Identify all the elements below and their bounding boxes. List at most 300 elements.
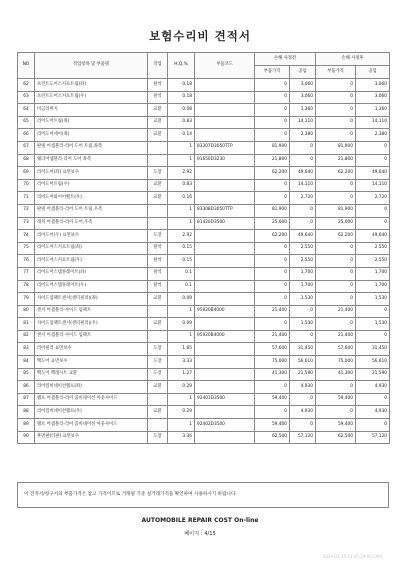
notice-box [17,482,389,508]
header-parts-price-after: 부품가격 [316,66,356,79]
row-task: 도장 [148,368,168,381]
row-parts-price-after: 59,400 [316,393,356,406]
row-labor-after: 1,360 [356,104,390,117]
row-labor-after: 49,640 [356,230,390,243]
table-row [18,79,390,92]
row-labor-after: 49,640 [356,167,390,180]
row-item-name: 백도어 표면보수 [35,356,148,369]
row-no: 90 [18,431,35,444]
row-item-name: 리어도어스커프트림(좌) [35,242,148,255]
row-parts-price-before: 0 [255,242,290,255]
row-labor-before: 21,590 [290,368,316,381]
header-hqty: H,Q,% [168,53,195,79]
row-labor-after: 0 [356,154,390,167]
row-labor-before: 0 [290,204,316,217]
table-row [18,393,390,406]
row-labor-after: 2,550 [356,255,390,268]
row-no: 66 [18,129,35,142]
row-part-code [195,318,255,331]
row-no: 73 [18,217,35,230]
row-no: 89 [18,419,35,432]
row-task [148,141,168,154]
row-item-name: 프런트도어스커프트림(좌) [35,79,148,92]
row-labor-before: 49,640 [290,230,316,243]
row-parts-price-after: 0 [316,406,356,419]
row-task: 교환 [148,116,168,129]
row-no: 63 [18,91,35,104]
row-no: 84 [18,356,35,369]
table-row [18,381,390,394]
row-parts-price-before: 81,900 [255,141,290,154]
row-parts-price-after: 0 [316,79,356,92]
row-parts-price-after: 62,200 [316,167,356,180]
row-labor-before: 57,120 [290,431,316,444]
row-labor-before: 14,110 [290,116,316,129]
row-parts-price-before: 62,500 [255,431,290,444]
row-no: 70 [18,179,35,192]
table-row [18,280,390,293]
row-item-name: 리어도어트림(좌) [35,116,148,129]
row-item-name: 사이드임팩트센서(센터필러)(우) [35,318,148,331]
row-parts-price-after: 59,400 [316,419,356,432]
row-part-code [195,104,255,117]
row-labor-after: 1,530 [356,318,390,331]
row-item-name: 리어도어트림(우) [35,179,148,192]
row-hqty: 1 [168,419,195,432]
row-item-name: 프런트도어스커프트림(우) [35,91,148,104]
row-labor-after: 2,720 [356,192,390,205]
row-hqty: 1 [168,154,195,167]
row-parts-price-after: 0 [316,381,356,394]
row-no: 87 [18,393,35,406]
row-hqty: 0.1 [168,267,195,280]
row-task [148,305,168,318]
row-item-name: 리어도어와이어벨트(우) [35,192,148,205]
row-hqty: 1 [168,305,195,318]
table-row [18,267,390,280]
row-item-name: 웨더어셈블리-리어 도어 좌측 [35,154,148,167]
row-item-name: 램프 어셈블리-리어 콤비네이션 아웃사이드 [35,393,148,406]
row-labor-after: 3,060 [356,91,390,104]
estimate-table [17,52,390,444]
row-parts-price-before: 62,200 [255,167,290,180]
row-labor-before: 1,360 [290,104,316,117]
table-row [18,431,390,444]
row-part-code [195,293,255,306]
row-parts-price-before: 21,800 [255,154,290,167]
row-hqty: 0.18 [168,79,195,92]
row-parts-price-after: 21,400 [316,305,356,318]
row-parts-price-before: 0 [255,293,290,306]
row-labor-before: 1,530 [290,318,316,331]
row-parts-price-after: 0 [316,318,356,331]
row-parts-price-after: 0 [316,280,356,293]
header-after-assessment: 손해 사정후 [316,53,390,66]
row-part-code [195,431,255,444]
row-labor-after: 31,450 [356,343,390,356]
row-task: 교환 [148,192,168,205]
row-no: 88 [18,406,35,419]
row-hqty: 0.16 [168,192,195,205]
row-labor-before: 1,700 [290,267,316,280]
row-parts-price-after: 0 [316,116,356,129]
row-labor-before: 0 [290,393,316,406]
table-row [18,330,390,343]
row-hqty: 0.29 [168,406,195,419]
footer-brand: AUTOMOBILE REPAIR COST On-line [141,517,259,524]
row-labor-after: 0 [356,141,390,154]
row-hqty: 1 [168,141,195,154]
row-parts-price-before: 25,000 [255,217,290,230]
row-task: 탈착 [148,242,168,255]
row-part-code [195,116,255,129]
table-row [18,179,390,192]
row-hqty: 0.83 [168,179,195,192]
row-part-code [195,406,255,419]
row-part-code [195,280,255,293]
row-labor-after: 1,700 [356,267,390,280]
row-parts-price-before: 59,400 [255,393,290,406]
row-labor-after: 0 [356,305,390,318]
row-parts-price-before: 0 [255,255,290,268]
row-part-code [195,242,255,255]
row-task [148,393,168,406]
header-part-code: 부품코드 [195,53,255,79]
row-no: 68 [18,154,35,167]
row-parts-price-after: 21,400 [316,330,356,343]
row-labor-before: 0 [290,305,316,318]
table-row [18,318,390,331]
row-labor-after: 3,060 [356,79,390,92]
table-row [18,129,390,142]
row-task: 탈착 [148,91,168,104]
row-parts-price-before: 41,300 [255,368,290,381]
row-parts-price-after: 62,200 [316,230,356,243]
row-no: 74 [18,230,35,243]
table-row [18,192,390,205]
row-hqty: 1.27 [168,368,195,381]
row-labor-after: 1,530 [356,293,390,306]
row-hqty: 0.09 [168,293,195,306]
row-task [148,419,168,432]
row-parts-price-before: 0 [255,79,290,92]
print-timestamp: 2024-02-15 11:05:29 A01390 [322,554,382,559]
row-parts-price-before: 21,400 [255,305,290,318]
row-no: 80 [18,305,35,318]
row-task: 교환 [148,293,168,306]
table-row [18,406,390,419]
row-part-code: 92402D3500 [195,419,255,432]
table-row [18,368,390,381]
table-row [18,230,390,243]
row-hqty: 1 [168,217,195,230]
row-part-code [195,267,255,280]
row-labor-before: 4,930 [290,381,316,394]
row-parts-price-after: 25,000 [316,217,356,230]
row-labor-after: 4,930 [356,406,390,419]
row-labor-before: 3,060 [290,79,316,92]
row-part-code [195,129,255,142]
row-labor-before: 4,930 [290,406,316,419]
row-task: 탈착 [148,255,168,268]
row-labor-before: 0 [290,217,316,230]
row-task: 도장 [148,230,168,243]
row-labor-before: 0 [290,141,316,154]
row-labor-after: 0 [356,204,390,217]
table-row [18,91,390,104]
row-parts-price-before: 0 [255,381,290,394]
row-hqty: 1 [168,393,195,406]
row-part-code: 91650D3230 [195,154,255,167]
row-task [148,217,168,230]
row-parts-price-before: 0 [255,406,290,419]
row-parts-price-before: 0 [255,318,290,331]
row-no: 62 [18,79,35,92]
table-row [18,255,390,268]
row-item-name: 리어도어세이(좌) [35,129,148,142]
row-no: 67 [18,141,35,154]
row-task: 교환 [148,129,168,142]
row-task: 도장 [148,343,168,356]
row-task: 교환 [148,179,168,192]
row-parts-price-before: 0 [255,179,290,192]
row-hqty: 1 [168,204,195,217]
table-body [18,79,390,444]
page-number: 페이지 : 4/15 [184,531,216,537]
row-labor-before: 14,110 [290,179,316,192]
table-row [18,242,390,255]
row-part-code: 83307D3050TTP [195,141,255,154]
row-item-name: 판넬 어셈블리-리어 도어 트림,우측 [35,204,148,217]
row-parts-price-after: 0 [316,91,356,104]
row-parts-price-before: 62,200 [255,230,290,243]
row-part-code: 83308D3050TTP [195,204,255,217]
table-row [18,419,390,432]
row-labor-before: 2,720 [290,192,316,205]
row-parts-price-after: 0 [316,179,356,192]
row-labor-after: 57,120 [356,431,390,444]
row-parts-price-after: 0 [316,242,356,255]
row-labor-after: 21,590 [356,368,390,381]
row-parts-price-after: 0 [316,293,356,306]
row-parts-price-after: 0 [316,267,356,280]
row-parts-price-before: 59,400 [255,419,290,432]
row-hqty: 0.18 [168,91,195,104]
row-hqty: 0.14 [168,129,195,142]
row-parts-price-after: 81,900 [316,204,356,217]
row-parts-price-after: 75,000 [316,356,356,369]
row-part-code [195,368,255,381]
row-hqty: 3.36 [168,431,195,444]
row-task: 탈착 [148,280,168,293]
row-labor-before: 0 [290,419,316,432]
row-hqty: 0.15 [168,255,195,268]
row-labor-after: 0 [356,217,390,230]
row-part-code: 92401D3500 [195,393,255,406]
row-no: 78 [18,280,35,293]
row-task: 탈착 [148,267,168,280]
row-labor-before: 1,700 [290,280,316,293]
row-part-code [195,192,255,205]
row-parts-price-after: 41,300 [316,368,356,381]
row-parts-price-before: 0 [255,129,290,142]
row-labor-after: 4,930 [356,381,390,394]
row-no: 83 [18,343,35,356]
row-item-name: 센서 어셈블리-사이드 임팩트 [35,330,148,343]
row-hqty: 0.15 [168,242,195,255]
row-hqty: 0.08 [168,104,195,117]
row-labor-before: 0 [290,154,316,167]
row-hqty: 2.92 [168,230,195,243]
row-labor-after: 0 [356,393,390,406]
row-labor-before: 31,450 [290,343,316,356]
row-no: 71 [18,192,35,205]
row-labor-before: 56,610 [290,356,316,369]
row-labor-after: 0 [356,330,390,343]
header-labor-before: 공임 [290,66,316,79]
table-row [18,154,390,167]
table-row [18,356,390,369]
row-part-code [195,356,255,369]
row-item-name: 리어도어스텝플레이트(좌) [35,267,148,280]
row-labor-before: 2,550 [290,242,316,255]
row-parts-price-after: 0 [316,104,356,117]
row-part-code [195,381,255,394]
row-no: 64 [18,104,35,117]
row-no: 76 [18,255,35,268]
row-no: 82 [18,330,35,343]
row-task: 교환 [148,104,168,117]
row-hqty: 1.85 [168,343,195,356]
row-part-code [195,79,255,92]
row-no: 79 [18,293,35,306]
row-labor-after: 2,550 [356,242,390,255]
header-task: 작업 [148,53,168,79]
table-row [18,204,390,217]
table-row [18,293,390,306]
row-item-name: 센서 어셈블리-사이드 임팩트 [35,305,148,318]
row-labor-before: 2,550 [290,255,316,268]
row-task: 도장 [148,431,168,444]
row-item-name: 리어필러 표면보수 [35,343,148,356]
row-labor-after: 14,110 [356,179,390,192]
notice-text: 이 견적서/청구서의 부품가격은 참고 가격이므로 거래될 기준 실거래가격을 확인하여 사용하시기 바랍니다. [24,492,237,497]
row-item-name: 리어컴비네이션램프(좌) [35,381,148,394]
row-item-name: 리어도어(우) 표면보수 [35,230,148,243]
table-row [18,116,390,129]
row-task: 교환 [148,406,168,419]
row-labor-before: 3,060 [290,91,316,104]
row-parts-price-after: 0 [316,129,356,142]
row-item-name: 판넬 어셈블리-리어 도어 트림,좌측 [35,141,148,154]
header-before-assessment: 손해 사정전 [255,53,316,66]
row-hqty: 2.92 [168,167,195,180]
row-parts-price-after: 57,600 [316,343,356,356]
row-parts-price-before: 0 [255,280,290,293]
table-header-row [18,53,390,66]
row-part-code [195,167,255,180]
row-item-name: 리어컴비네이션램프(우) [35,406,148,419]
row-part-code [195,230,255,243]
row-parts-price-after: 21,800 [316,154,356,167]
row-item-name: 비금러버지 [35,104,148,117]
row-no: 65 [18,116,35,129]
document-title: 보험수리비 견적서 [149,29,251,43]
row-parts-price-after: 0 [316,255,356,268]
header-parts-price-before: 부품가격 [255,66,290,79]
row-labor-before: 49,640 [290,167,316,180]
row-hqty: 0.09 [168,318,195,331]
table-row [18,167,390,180]
row-item-name: 래치 어셈블리-리어 도어,우측 [35,217,148,230]
row-item-name: 리어도어스텝플레이트(우) [35,280,148,293]
row-part-code: 95920B4000 [195,305,255,318]
row-hqty: 3.33 [168,356,195,369]
table-row [18,305,390,318]
table-row [18,104,390,117]
row-no: 86 [18,381,35,394]
row-hqty: 0.29 [168,381,195,394]
row-part-code [195,255,255,268]
row-labor-after: 0 [356,419,390,432]
row-item-name: 후면판(티판) 표면보수 [35,431,148,444]
row-no: 81 [18,318,35,331]
row-part-code [195,343,255,356]
row-item-name: 사이드임팩트센서(센터필러)(좌) [35,293,148,306]
row-labor-before: 2,380 [290,129,316,142]
row-part-code: 81420D3500 [195,217,255,230]
row-item-name: 램프 어셈블리-리어 콤비네이션 아웃사이드 [35,419,148,432]
row-labor-before: 0 [290,330,316,343]
table-row [18,343,390,356]
row-labor-before: 1,530 [290,293,316,306]
row-task: 탈착 [148,79,168,92]
row-no: 69 [18,167,35,180]
row-labor-after: 14,110 [356,116,390,129]
row-parts-price-after: 0 [316,192,356,205]
row-parts-price-after: 81,900 [316,141,356,154]
row-task [148,204,168,217]
row-hqty: 1 [168,330,195,343]
header-no: NO [18,53,35,79]
row-hqty: 0.83 [168,116,195,129]
row-parts-price-before: 0 [255,104,290,117]
row-parts-price-before: 81,900 [255,204,290,217]
row-no: 77 [18,267,35,280]
row-parts-price-after: 62,500 [316,431,356,444]
row-parts-price-before: 0 [255,91,290,104]
row-item-name: 리어도어스커프트림(우) [35,255,148,268]
row-task [148,330,168,343]
row-task: 교환 [148,318,168,331]
row-part-code [195,91,255,104]
row-parts-price-before: 75,000 [255,356,290,369]
row-parts-price-before: 0 [255,267,290,280]
row-parts-price-before: 0 [255,116,290,129]
row-task: 도장 [148,167,168,180]
row-part-code [195,179,255,192]
table-row [18,141,390,154]
table-row [18,217,390,230]
row-no: 75 [18,242,35,255]
row-parts-price-before: 0 [255,192,290,205]
row-hqty: 0.1 [168,280,195,293]
row-labor-after: 1,700 [356,280,390,293]
row-labor-after: 56,610 [356,356,390,369]
row-item-name: 백도어 백래시트 교환 [35,368,148,381]
row-no: 72 [18,204,35,217]
row-part-code: 95920B4000 [195,330,255,343]
